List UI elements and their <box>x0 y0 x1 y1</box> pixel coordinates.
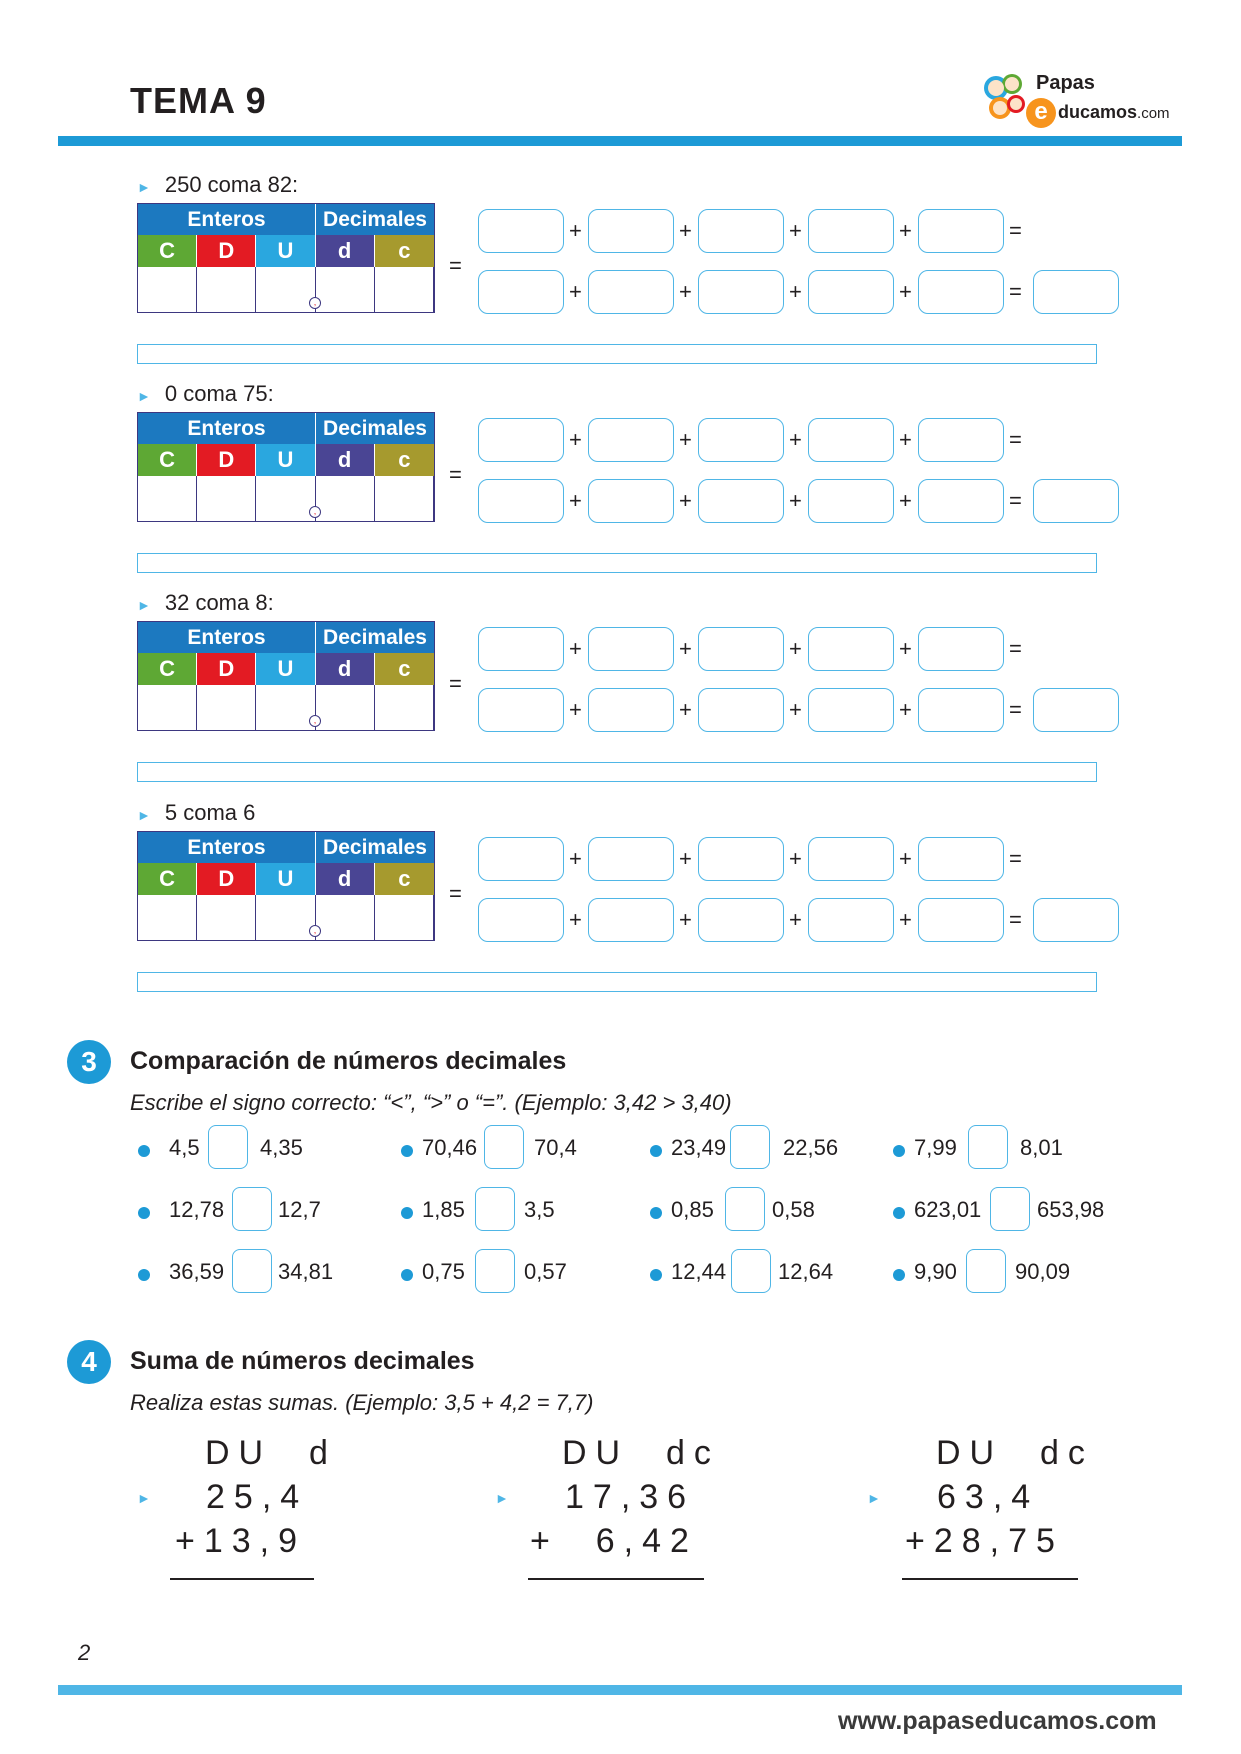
operator: + <box>899 427 912 452</box>
answer-box[interactable] <box>808 209 894 253</box>
triangle-bullet-icon: ► <box>137 179 151 195</box>
compare-left-value: 7,99 <box>914 1135 957 1160</box>
decimales-header: Decimales <box>323 417 427 440</box>
operator: + <box>679 488 692 513</box>
answer-box[interactable] <box>478 270 564 314</box>
column-header: U <box>256 863 315 895</box>
compare-right-value: 34,81 <box>278 1259 334 1284</box>
compare-answer-box[interactable] <box>475 1249 515 1293</box>
compare-answer-box[interactable] <box>208 1125 248 1169</box>
sum-addend-1: 25,4 <box>206 1478 309 1516</box>
compare-left-value: 70,46 <box>422 1135 478 1160</box>
compare-left-value: 12,78 <box>169 1197 225 1222</box>
operator: + <box>789 488 802 513</box>
operator: = <box>1009 846 1022 871</box>
compare-left-value: 12,44 <box>671 1259 727 1284</box>
decimales-header: Decimales <box>323 626 427 649</box>
operator: + <box>899 218 912 243</box>
operator: + <box>569 279 582 304</box>
sum-addend-2: +28,75 <box>905 1522 1064 1560</box>
result-box[interactable] <box>1033 270 1119 314</box>
compare-right-value: 70,4 <box>534 1135 577 1160</box>
operator: + <box>569 846 582 871</box>
result-box[interactable] <box>1033 688 1119 732</box>
answer-box[interactable] <box>808 898 894 942</box>
operator: = <box>1009 488 1022 513</box>
answer-box[interactable] <box>918 479 1004 523</box>
bullet-icon <box>650 1145 662 1157</box>
section-4-number: 4 <box>67 1340 111 1384</box>
compare-left-value: 623,01 <box>914 1197 982 1222</box>
answer-box[interactable] <box>478 898 564 942</box>
equals-sign: = <box>449 671 462 696</box>
triangle-bullet-icon: ► <box>137 1490 151 1506</box>
answer-box[interactable] <box>808 270 894 314</box>
compare-answer-box[interactable] <box>232 1249 272 1293</box>
operator: + <box>789 846 802 871</box>
column-header: c <box>375 235 434 267</box>
exercise-label <box>137 172 298 198</box>
compare-left-value: 4,5 <box>169 1135 200 1160</box>
column-header: d <box>316 863 375 895</box>
answer-line[interactable] <box>137 553 1097 573</box>
operator: + <box>569 697 582 722</box>
triangle-bullet-icon: ► <box>137 597 151 613</box>
exercise-label <box>137 800 255 826</box>
sum-place-header: DU dc <box>562 1434 720 1472</box>
bullet-icon <box>650 1269 662 1281</box>
exercise-label <box>137 590 274 616</box>
operator: + <box>899 846 912 871</box>
place-value-cell[interactable] <box>197 685 256 730</box>
logo-e-icon: e <box>1026 98 1056 128</box>
answer-box[interactable] <box>698 898 784 942</box>
sum-addend-1: 17,36 <box>565 1478 696 1516</box>
answer-box[interactable] <box>698 270 784 314</box>
answer-box[interactable] <box>478 688 564 732</box>
operator: + <box>789 636 802 661</box>
place-value-cell[interactable] <box>316 895 375 940</box>
bullet-icon <box>401 1207 413 1219</box>
sum-addend-1: 63,4 <box>937 1478 1040 1516</box>
logo <box>978 62 1188 132</box>
compare-left-value: 23,49 <box>671 1135 727 1160</box>
page-number: 2 <box>78 1640 91 1665</box>
column-header: C <box>138 863 197 895</box>
answer-box[interactable] <box>698 418 784 462</box>
answer-box[interactable] <box>478 479 564 523</box>
operator: + <box>569 488 582 513</box>
place-value-cell[interactable] <box>375 685 434 730</box>
answer-box[interactable] <box>588 209 674 253</box>
compare-answer-box[interactable] <box>730 1125 770 1169</box>
column-header: U <box>256 653 315 685</box>
comma-marker-icon: , <box>309 297 321 309</box>
place-value-cell[interactable] <box>256 476 315 521</box>
section-3-title: Comparación de números decimales <box>130 1047 567 1075</box>
decimales-header: Decimales <box>323 208 427 231</box>
operator: + <box>789 218 802 243</box>
bullet-icon <box>138 1207 150 1219</box>
compare-right-value: 8,01 <box>1020 1135 1063 1160</box>
answer-box[interactable] <box>588 837 674 881</box>
compare-right-value: 90,09 <box>1015 1259 1071 1284</box>
sum-place-header: DU dc <box>936 1434 1094 1472</box>
column-header: D <box>197 863 256 895</box>
answer-box[interactable] <box>918 627 1004 671</box>
place-value-table <box>137 412 435 522</box>
operator: = <box>1009 697 1022 722</box>
answer-box[interactable] <box>588 479 674 523</box>
operator: + <box>789 427 802 452</box>
place-value-table <box>137 621 435 731</box>
compare-right-value: 12,64 <box>778 1259 834 1284</box>
answer-box[interactable] <box>918 270 1004 314</box>
place-value-cell[interactable] <box>256 685 315 730</box>
column-header: C <box>138 444 197 476</box>
answer-box[interactable] <box>698 209 784 253</box>
compare-answer-box[interactable] <box>475 1187 515 1231</box>
operator: + <box>679 907 692 932</box>
section-3-instruction: Escribe el signo correcto: “<”, “>” o “=”. (Ejemplo: 3,42 > 3,40) <box>130 1090 732 1115</box>
place-value-table <box>137 203 435 313</box>
compare-right-value: 22,56 <box>783 1135 839 1160</box>
operator: + <box>899 636 912 661</box>
sum-place-header: DU d <box>205 1434 337 1472</box>
place-value-cell[interactable] <box>316 476 375 521</box>
result-box[interactable] <box>1033 898 1119 942</box>
answer-box[interactable] <box>808 418 894 462</box>
answer-box[interactable] <box>808 688 894 732</box>
compare-answer-box[interactable] <box>725 1187 765 1231</box>
exercise-label-text: 0 coma 75: <box>164 381 274 406</box>
place-value-cell[interactable] <box>138 685 197 730</box>
bullet-icon <box>138 1269 150 1281</box>
column-header: d <box>316 444 375 476</box>
bullet-icon <box>893 1269 905 1281</box>
answer-box[interactable] <box>588 627 674 671</box>
comma-marker-icon: , <box>309 715 321 727</box>
operator: + <box>789 907 802 932</box>
column-header: c <box>375 653 434 685</box>
column-header: d <box>316 235 375 267</box>
answer-box[interactable] <box>478 837 564 881</box>
header-divider <box>58 136 1182 146</box>
bullet-icon <box>893 1207 905 1219</box>
sum-result-line <box>528 1578 704 1580</box>
answer-box[interactable] <box>698 688 784 732</box>
exercise-label-text: 250 coma 82: <box>164 172 299 197</box>
footer-divider <box>58 1685 1182 1695</box>
answer-box[interactable] <box>918 418 1004 462</box>
operator: + <box>679 697 692 722</box>
sum-addend-2: +13,9 <box>175 1522 307 1560</box>
place-value-cell[interactable] <box>138 895 197 940</box>
comma-marker-icon: , <box>309 506 321 518</box>
sum-result-line <box>902 1578 1078 1580</box>
place-value-cell[interactable] <box>375 895 434 940</box>
logo-text-bottom: ducamos.com <box>1058 102 1170 122</box>
answer-box[interactable] <box>478 209 564 253</box>
answer-box[interactable] <box>588 688 674 732</box>
operator: + <box>569 218 582 243</box>
compare-answer-box[interactable] <box>731 1249 771 1293</box>
operator: + <box>569 907 582 932</box>
answer-box[interactable] <box>918 837 1004 881</box>
compare-answer-box[interactable] <box>966 1249 1006 1293</box>
operator: + <box>679 846 692 871</box>
operator: + <box>679 636 692 661</box>
operator: + <box>789 279 802 304</box>
answer-line[interactable] <box>137 972 1097 992</box>
column-header: U <box>256 235 315 267</box>
column-header: C <box>138 653 197 685</box>
compare-right-value: 3,5 <box>524 1197 555 1222</box>
bullet-icon <box>401 1145 413 1157</box>
sum-addend-2: + 6,42 <box>530 1522 698 1560</box>
place-value-cell[interactable] <box>256 895 315 940</box>
logo-text-top: Papas <box>1036 72 1095 94</box>
triangle-bullet-icon: ► <box>137 388 151 404</box>
column-header: U <box>256 444 315 476</box>
triangle-bullet-icon: ► <box>137 807 151 823</box>
place-value-cell[interactable] <box>375 476 434 521</box>
section-3-number: 3 <box>67 1040 111 1084</box>
compare-right-value: 12,7 <box>278 1197 321 1222</box>
column-header: c <box>375 444 434 476</box>
column-header: c <box>375 863 434 895</box>
operator: + <box>899 488 912 513</box>
triangle-bullet-icon: ► <box>867 1490 881 1506</box>
place-value-cell[interactable] <box>256 267 315 312</box>
place-value-cell[interactable] <box>197 267 256 312</box>
column-header: D <box>197 653 256 685</box>
answer-box[interactable] <box>808 479 894 523</box>
enteros-header: Enteros <box>138 622 316 653</box>
column-header: D <box>197 235 256 267</box>
exercise-label-text: 32 coma 8: <box>164 590 274 615</box>
operator: = <box>1009 279 1022 304</box>
answer-line[interactable] <box>137 762 1097 782</box>
bullet-icon <box>893 1145 905 1157</box>
answer-box[interactable] <box>808 837 894 881</box>
answer-line[interactable] <box>137 344 1097 364</box>
answer-box[interactable] <box>588 270 674 314</box>
answer-box[interactable] <box>918 898 1004 942</box>
place-value-cell[interactable] <box>138 476 197 521</box>
compare-left-value: 36,59 <box>169 1259 225 1284</box>
operator: + <box>679 218 692 243</box>
place-value-table <box>137 831 435 941</box>
compare-right-value: 653,98 <box>1037 1197 1105 1222</box>
place-value-cell[interactable] <box>375 267 434 312</box>
compare-answer-box[interactable] <box>990 1187 1030 1231</box>
operator: = <box>1009 636 1022 661</box>
operator: = <box>1009 218 1022 243</box>
compare-left-value: 0,85 <box>671 1197 714 1222</box>
compare-answer-box[interactable] <box>968 1125 1008 1169</box>
comma-marker-icon: , <box>309 925 321 937</box>
answer-box[interactable] <box>588 898 674 942</box>
footer-website: www.papaseducamos.com <box>838 1707 1157 1735</box>
enteros-header: Enteros <box>138 413 316 444</box>
column-header: D <box>197 444 256 476</box>
operator: + <box>679 427 692 452</box>
exercise-label-text: 5 coma 6 <box>164 800 256 825</box>
operator: + <box>569 636 582 661</box>
bullet-icon <box>138 1145 150 1157</box>
triangle-bullet-icon: ► <box>495 1490 509 1506</box>
place-value-cell[interactable] <box>316 685 375 730</box>
equals-sign: = <box>449 462 462 487</box>
exercise-label <box>137 381 274 407</box>
equals-sign: = <box>449 881 462 906</box>
operator: + <box>569 427 582 452</box>
enteros-header: Enteros <box>138 204 316 235</box>
column-header: C <box>138 235 197 267</box>
answer-box[interactable] <box>698 627 784 671</box>
compare-answer-box[interactable] <box>232 1187 272 1231</box>
operator: = <box>1009 427 1022 452</box>
equals-sign: = <box>449 253 462 278</box>
operator: = <box>1009 907 1022 932</box>
operator: + <box>679 279 692 304</box>
answer-box[interactable] <box>808 627 894 671</box>
place-value-cell[interactable] <box>197 476 256 521</box>
place-value-cell[interactable] <box>138 267 197 312</box>
decimales-header: Decimales <box>323 836 427 859</box>
answer-box[interactable] <box>698 479 784 523</box>
section-4-title: Suma de números decimales <box>130 1347 475 1375</box>
compare-left-value: 9,90 <box>914 1259 957 1284</box>
answer-box[interactable] <box>698 837 784 881</box>
family-faces-icon <box>978 66 1028 126</box>
compare-left-value: 0,75 <box>422 1259 465 1284</box>
place-value-cell[interactable] <box>197 895 256 940</box>
operator: + <box>899 907 912 932</box>
sum-result-line <box>170 1578 314 1580</box>
compare-right-value: 0,57 <box>524 1259 567 1284</box>
compare-right-value: 4,35 <box>260 1135 303 1160</box>
compare-right-value: 0,58 <box>772 1197 815 1222</box>
page-title: TEMA 9 <box>130 80 267 121</box>
bullet-icon <box>650 1207 662 1219</box>
bullet-icon <box>401 1269 413 1281</box>
compare-answer-box[interactable] <box>484 1125 524 1169</box>
answer-box[interactable] <box>478 418 564 462</box>
section-4-instruction: Realiza estas sumas. (Ejemplo: 3,5 + 4,2 = 7,7) <box>130 1390 594 1415</box>
answer-box[interactable] <box>588 418 674 462</box>
answer-box[interactable] <box>918 209 1004 253</box>
operator: + <box>899 279 912 304</box>
result-box[interactable] <box>1033 479 1119 523</box>
answer-box[interactable] <box>918 688 1004 732</box>
enteros-header: Enteros <box>138 832 316 863</box>
place-value-cell[interactable] <box>316 267 375 312</box>
column-header: d <box>316 653 375 685</box>
operator: + <box>899 697 912 722</box>
compare-left-value: 1,85 <box>422 1197 465 1222</box>
operator: + <box>789 697 802 722</box>
answer-box[interactable] <box>478 627 564 671</box>
